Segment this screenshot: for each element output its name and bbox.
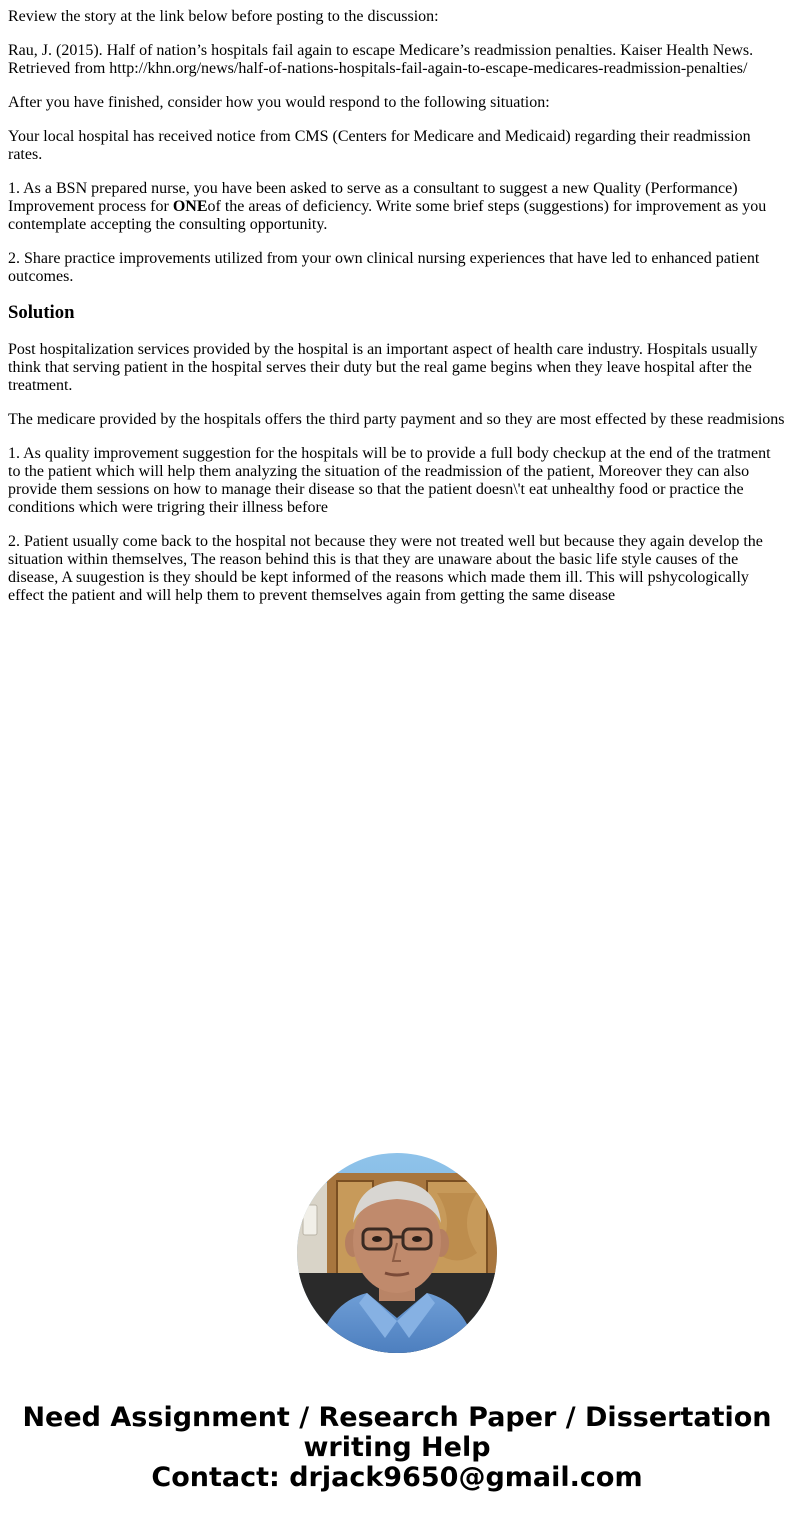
situation-text: Your local hospital has received notice from CMS (Centers for Medicare and Medicaid) regarding their readmission rates. [8, 128, 751, 163]
question-item-1 [8, 180, 786, 234]
citation-line-2: Retrieved from http://khn.org/news/half-of-nations-hospitals-fail-again-to-escape-medicares-readmission-penalties/ [8, 60, 748, 77]
citation [8, 42, 786, 78]
intro-text: Review the story at the link below before posting to the discussion: [8, 8, 439, 25]
author-avatar [297, 1153, 497, 1353]
document-body [8, 8, 786, 621]
avatar-portrait-image [297, 1153, 497, 1353]
consider-text: After you have finished, consider how you would respond to the following situation: [8, 94, 550, 111]
solution-paragraph-2: The medicare provided by the hospitals offers the third party payment and so they are most effected by these readmisions [8, 411, 785, 428]
solution-paragraph-4: 2. Patient usually come back to the hospital not because they were not treated well but because they again develop the situation within themselves, The reason behind this is that they are unaware about the basic life style causes of the disease, A suugestion is they should be kept informed of the reasons which made them ill. This will pshycologically effect the patient and will help them to prevent themselves again from getting the same disease [8, 533, 763, 604]
item-1-text-after: of the areas of deficiency. Write some brief steps (suggestions) for improvement as you contemplate accepting the consulting opportunity. [8, 198, 767, 233]
item-1-emphasis: ONE [172, 198, 208, 215]
banner-line-2: writing Help [303, 1432, 491, 1463]
contact-banner [0, 1403, 794, 1493]
solution-paragraph-3: 1. As quality improvement suggestion for the hospitals will be to provide a full body checkup at the end of the tratment to the patient which will help them analyzing the situation of the readmission of the patient, Moreover they can also provide them sessions on how to manage their disease so that the patient doesn\'t eat unhealthy food or practice the conditions which were trigring their illness before [8, 445, 771, 516]
citation-line-1: Rau, J. (2015). Half of nation’s hospitals fail again to escape Medicare’s readmission penalties. Kaiser Health News. [8, 42, 754, 59]
banner-contact-line: Contact: drjack9650@gmail.com [151, 1462, 643, 1493]
banner-line-1: Need Assignment / Research Paper / Dissertation [22, 1402, 772, 1433]
question-item-2: 2. Share practice improvements utilized from your own clinical nursing experiences that have led to enhanced patient outcomes. [8, 250, 760, 285]
solution-heading: Solution [8, 302, 75, 323]
item-1-text-before: 1. As a BSN prepared nurse, you have been asked to serve as a consultant to suggest a new Quality (Performance) Improvement process for [8, 180, 738, 215]
solution-paragraph-1: Post hospitalization services provided by the hospital is an important aspect of health care industry. Hospitals usually think that serving patient in the hospital serves their duty but the real game begins when they leave hospital after the treatment. [8, 341, 758, 394]
